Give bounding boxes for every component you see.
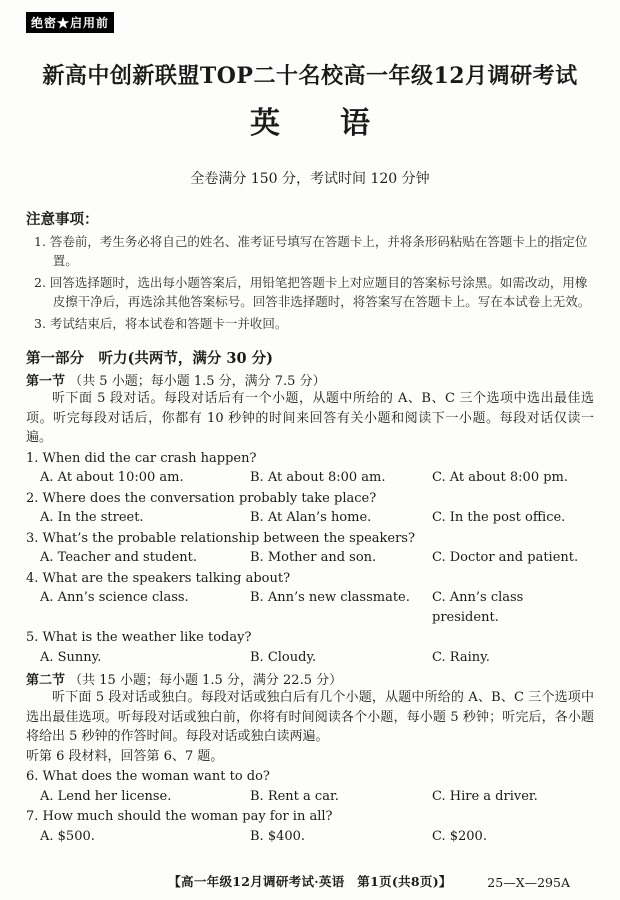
material-intro-6-7: 听第 6 段材料，回答第 6、7 题。 [26,748,224,764]
option-c: C. At about 8:00 pm. [432,470,568,485]
question-options [26,508,594,528]
option-b: B. $400. [250,828,306,844]
question-text: 7. How much should the woman pay for in all? [26,809,333,824]
option-c: C. Hire a driver. [432,788,538,804]
question-text: 1. When did the car crash happen? [26,450,257,466]
question-text: 5. What is the weather like today? [26,630,252,645]
section2-heading [26,669,594,688]
question-text: 6. What does the woman want to do? [26,769,270,784]
part1-heading: 第一部分 听力(共两节，满分 30 分) [26,350,273,367]
section1-label: 第一节 [26,374,66,389]
option-b: B. Rent a car. [250,788,339,804]
secrecy-row [26,12,594,33]
option-a: A. Ann’s science class. [40,590,189,605]
exam-title: 新高中创新联盟TOP二十名校高一年级12月调研考试 [42,63,578,89]
notice-item-1: 1. 答卷前，考生务必将自己的姓名、准考证号填写在答题卡上，并将条形码粘贴在答题卡上的指定位置。 [34,234,588,268]
question-options [26,588,594,627]
notice-item-3: 3. 考试结束后，将本试卷和答题卡一并收回。 [34,316,288,331]
question-4 [26,569,594,628]
option-a: A. At about 10:00 am. [40,470,184,485]
option-c: C. Ann’s class president. [432,590,524,625]
exam-subject: 英 语 [250,106,370,141]
notices-heading: 注意事项： [26,211,99,228]
question-text: 4. What are the speakers talking about? [26,570,291,586]
option-b: B. Cloudy. [250,649,317,665]
question-options [26,468,594,488]
section2-instructions: 听下面 5 段对话或独白。每段对话或独白后有几个小题，从题中所给的 A、B、C 三个选项中选出最佳选项。听每段对话或独白前，你将有时间阅读各个小题，每小题 5 秒钟；听完后，各小题将给出 5 秒钟的作答时间。每段对话或独白读两遍。 [26,690,594,744]
option-b: B. Mother and son. [250,550,377,565]
question-options [26,787,594,807]
option-a: A. Teacher and student. [40,550,198,565]
question-text: 3. What’s the probable relationship between the speakers? [26,530,415,546]
question-options [26,548,594,568]
option-a: A. $500. [40,828,95,844]
option-b: B. At Alan’s home. [250,510,372,525]
option-a: A. Lend her license. [40,788,172,804]
option-c: C. Doctor and patient. [432,550,579,565]
option-a: A. Sunny. [40,649,102,665]
question-3 [26,529,594,568]
option-c: C. $200. [432,828,487,844]
option-c: C. In the post office. [432,510,566,525]
section2-label: 第二节 [26,673,66,688]
page-footer [0,872,620,890]
question-options [26,827,594,847]
section1-instructions: 听下面 5 段对话。每段对话后有一个小题，从题中所给的 A、B、C 三个选项中选出最佳选项。听完每段对话后，你都有 10 秒钟的时间来回答有关小题和阅读下一小题。每段对话仅读一遍。 [26,391,594,445]
question-5 [26,628,594,667]
question-7 [26,807,594,846]
question-options [26,648,594,668]
option-b: B. Ann’s new classmate. [250,590,410,605]
question-6 [26,767,594,806]
section1-meta: （共 5 小题；每小题 1.5 分，满分 7.5 分） [69,374,326,389]
secrecy-label: 绝密★启用前 [26,12,114,33]
question-text: 2. Where does the conversation probably take place? [26,490,377,506]
section1-heading [26,370,594,389]
notice-item-2: 2. 回答选择题时，选出每小题答案后，用铅笔把答题卡上对应题目的答案标号涂黑。如需改动，用橡皮擦干净后，再选涂其他答案标号。回答非选择题时，将答案写在答题卡上。写在本试卷上无效。 [34,275,591,309]
footer-code: 25—X—295A [487,875,570,890]
footer-text: 【高一年级12月调研考试·英语 第1页(共8页)】 [168,874,452,889]
question-1 [26,449,594,488]
option-a: A. In the street. [40,510,144,525]
section2-meta: （共 15 小题；每小题 1.5 分，满分 22.5 分） [69,673,343,688]
question-2 [26,489,594,528]
option-b: B. At about 8:00 am. [250,470,386,485]
exam-info: 全卷满分 150 分，考试时间 120 分钟 [190,171,430,187]
option-c: C. Rainy. [432,649,490,665]
